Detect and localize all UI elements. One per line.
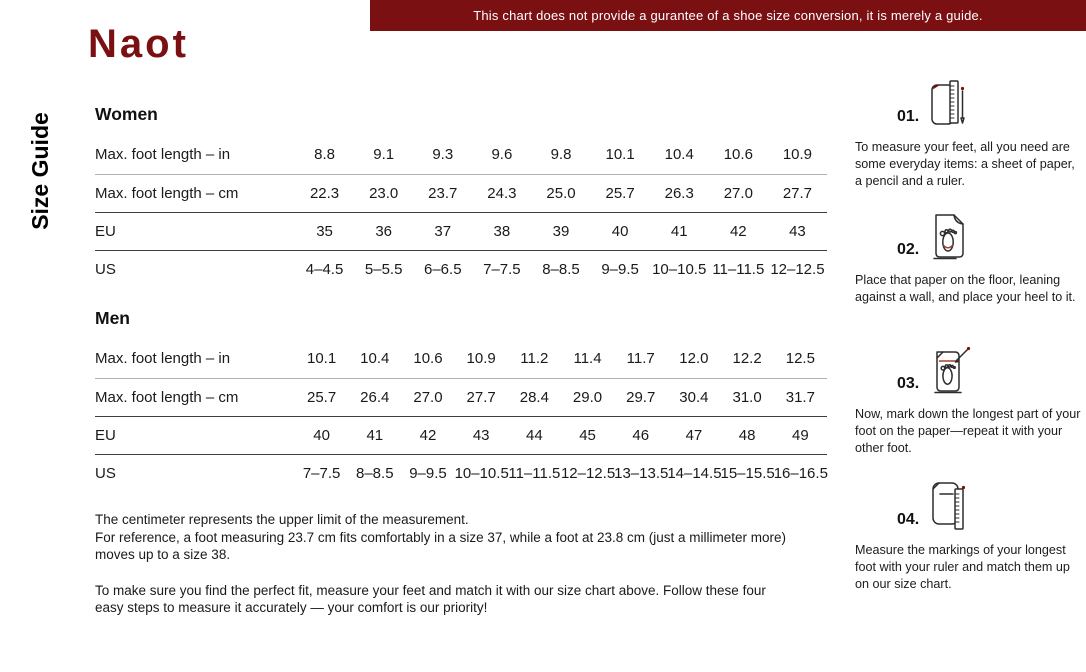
size-value-cell: 30.4 <box>679 388 709 406</box>
size-value-cell: 10.4 <box>664 146 694 164</box>
size-value-cell: 25.7 <box>605 184 635 202</box>
size-value-cell: 29.0 <box>572 388 603 406</box>
size-value-cell: 40 <box>313 426 330 444</box>
size-value-cell: 44 <box>526 426 543 444</box>
size-value-cell: 12.0 <box>679 350 709 368</box>
table-row <box>95 174 827 212</box>
women-size-table <box>95 136 827 288</box>
row-label: EU <box>95 426 116 444</box>
row-label: EU <box>95 222 116 240</box>
step-2-text: Place that paper on the floor, leaning against a wall, and place your heel to it. <box>855 273 1076 304</box>
size-value-cell: 45 <box>579 426 596 444</box>
size-value-cell: 16–16.5 <box>773 464 828 482</box>
size-value-cell: 48 <box>738 426 756 444</box>
size-value-cell: 28.4 <box>519 388 549 406</box>
note-line-1: The centimeter represents the upper limit of the measurement. <box>95 512 469 527</box>
step-3-number: 03. <box>897 375 920 392</box>
size-value-cell: 10.9 <box>782 146 813 164</box>
row-label: Max. foot length – cm <box>95 184 239 202</box>
size-value-cell: 11–11.5 <box>508 464 561 482</box>
size-value-cell: 7–7.5 <box>483 260 521 278</box>
table-row <box>95 250 827 288</box>
disclaimer-banner <box>370 0 1086 31</box>
women-section-heading: Women <box>95 104 158 124</box>
size-value-cell: 49 <box>792 426 809 444</box>
row-label: Max. foot length – in <box>95 350 231 368</box>
size-value-cell: 8.8 <box>314 146 335 164</box>
row-label: US <box>95 464 116 482</box>
size-value-cell: 31.0 <box>732 388 762 406</box>
size-value-cell: 9–9.5 <box>601 260 639 278</box>
disclaimer-text: This chart does not provide a gurantee of a shoe size conversion, it is merely a guide. <box>473 8 983 23</box>
row-label: US <box>95 260 116 278</box>
step-2-number: 02. <box>897 241 920 258</box>
size-value-cell: 9.1 <box>373 146 395 164</box>
table-row <box>95 416 827 454</box>
size-value-cell: 42 <box>729 222 747 240</box>
size-value-cell: 35 <box>316 222 333 240</box>
naot-logo: Naot <box>88 22 189 66</box>
size-value-cell: 43 <box>472 426 490 444</box>
size-value-cell: 27.0 <box>723 184 753 202</box>
men-size-table <box>95 340 827 492</box>
table-row <box>95 212 827 250</box>
size-value-cell: 9–9.5 <box>409 464 447 482</box>
size-value-cell: 39 <box>552 222 570 240</box>
step-1-header <box>897 74 1085 132</box>
size-value-cell: 47 <box>685 426 703 444</box>
step-1-text: To measure your feet, all you need are some everyday items: a sheet of paper, a pencil and a ruler. <box>855 140 1075 188</box>
size-value-cell: 14–14.5 <box>667 464 722 482</box>
paper-footprint-icon <box>926 211 972 265</box>
size-value-cell: 41 <box>366 426 384 444</box>
size-value-cell: 8–8.5 <box>356 464 394 482</box>
size-value-cell: 4–4.5 <box>305 260 344 278</box>
note-paragraph-2: To make sure you find the perfect fit, measure your feet and match it with our size chart above. Follow these four easy steps to measure it accurately — your comfort is our priority! <box>95 582 766 615</box>
measure-step-4 <box>855 477 1085 593</box>
table-row <box>95 136 827 174</box>
size-value-cell: 5–5.5 <box>364 260 403 278</box>
size-value-cell: 6–6.5 <box>424 260 462 278</box>
paper-ruler-pencil-icon <box>926 78 970 132</box>
size-value-cell: 12–12.5 <box>560 464 616 482</box>
size-value-cell: 36 <box>375 222 392 240</box>
size-value-cell: 25.7 <box>306 388 337 406</box>
size-value-cell: 10.4 <box>360 350 390 368</box>
men-section-heading: Men <box>95 308 130 328</box>
size-value-cell: 9.3 <box>432 146 454 164</box>
size-value-cell: 24.3 <box>487 184 517 202</box>
step-2-header <box>897 207 1085 265</box>
size-value-cell: 13–13.5 <box>614 464 669 482</box>
size-value-cell: 23.0 <box>369 184 399 202</box>
size-value-cell: 40 <box>611 222 629 240</box>
size-value-cell: 11.7 <box>626 350 655 368</box>
step-3-text: Now, mark down the longest part of your foot on the paper—repeat it with your other foot. <box>855 407 1081 455</box>
size-value-cell: 27.0 <box>413 388 443 406</box>
size-value-cell: 10.6 <box>413 350 443 368</box>
size-value-cell: 8–8.5 <box>542 260 580 278</box>
size-guide-vertical-label: Size Guide <box>27 112 53 230</box>
step-4-header <box>897 477 1085 535</box>
size-value-cell: 41 <box>670 222 688 240</box>
step-1-number: 01. <box>897 108 920 125</box>
size-value-cell: 12–12.5 <box>770 260 825 278</box>
size-value-cell: 15–15.5 <box>720 464 775 482</box>
size-value-cell: 10–10.5 <box>454 464 509 482</box>
size-value-cell: 12.5 <box>785 350 815 368</box>
step-4-text: Measure the markings of your longest foot with your ruler and match them up on our size chart. <box>855 543 1070 591</box>
paper-ruler-icon <box>926 479 972 535</box>
size-value-cell: 27.7 <box>466 388 496 406</box>
size-value-cell: 23.7 <box>428 184 458 202</box>
measurement-notes <box>95 511 795 617</box>
size-value-cell: 7–7.5 <box>302 464 341 482</box>
size-value-cell: 9.8 <box>550 146 572 164</box>
measure-step-2 <box>855 207 1085 306</box>
size-value-cell: 42 <box>419 426 437 444</box>
measure-step-1 <box>855 74 1085 190</box>
size-value-cell: 12.2 <box>732 350 762 368</box>
size-value-cell: 27.7 <box>782 184 813 202</box>
size-value-cell: 11.4 <box>573 350 602 368</box>
note-line-2: For reference, a foot measuring 23.7 cm fits comfortably in a size 37, while a foot at 23.8 cm (just a millimeter more) moves up to a size 38. <box>95 529 787 562</box>
step-4-number: 04. <box>897 511 920 528</box>
size-value-cell: 38 <box>493 222 511 240</box>
step-3-header <box>897 341 1085 399</box>
size-value-cell: 22.3 <box>309 184 340 202</box>
size-value-cell: 37 <box>434 222 452 240</box>
size-value-cell: 26.4 <box>360 388 390 406</box>
table-row <box>95 454 827 492</box>
measure-step-3 <box>855 341 1085 457</box>
size-value-cell: 26.3 <box>664 184 694 202</box>
size-value-cell: 10.1 <box>605 146 635 164</box>
size-value-cell: 46 <box>632 426 650 444</box>
size-value-cell: 11–11.5 <box>712 260 765 278</box>
size-value-cell: 10.1 <box>306 350 337 368</box>
size-value-cell: 10.9 <box>466 350 496 368</box>
size-value-cell: 10.6 <box>723 146 753 164</box>
paper-footprint-mark-icon <box>926 345 974 399</box>
size-value-cell: 9.6 <box>491 146 513 164</box>
size-value-cell: 31.7 <box>785 388 815 406</box>
table-row <box>95 340 827 378</box>
table-row <box>95 378 827 416</box>
row-label: Max. foot length – in <box>95 146 231 164</box>
size-value-cell: 11.2 <box>520 350 549 368</box>
size-value-cell: 43 <box>789 222 806 240</box>
size-value-cell: 10–10.5 <box>652 260 707 278</box>
size-value-cell: 29.7 <box>626 388 656 406</box>
row-label: Max. foot length – cm <box>95 388 239 406</box>
size-value-cell: 25.0 <box>546 184 576 202</box>
